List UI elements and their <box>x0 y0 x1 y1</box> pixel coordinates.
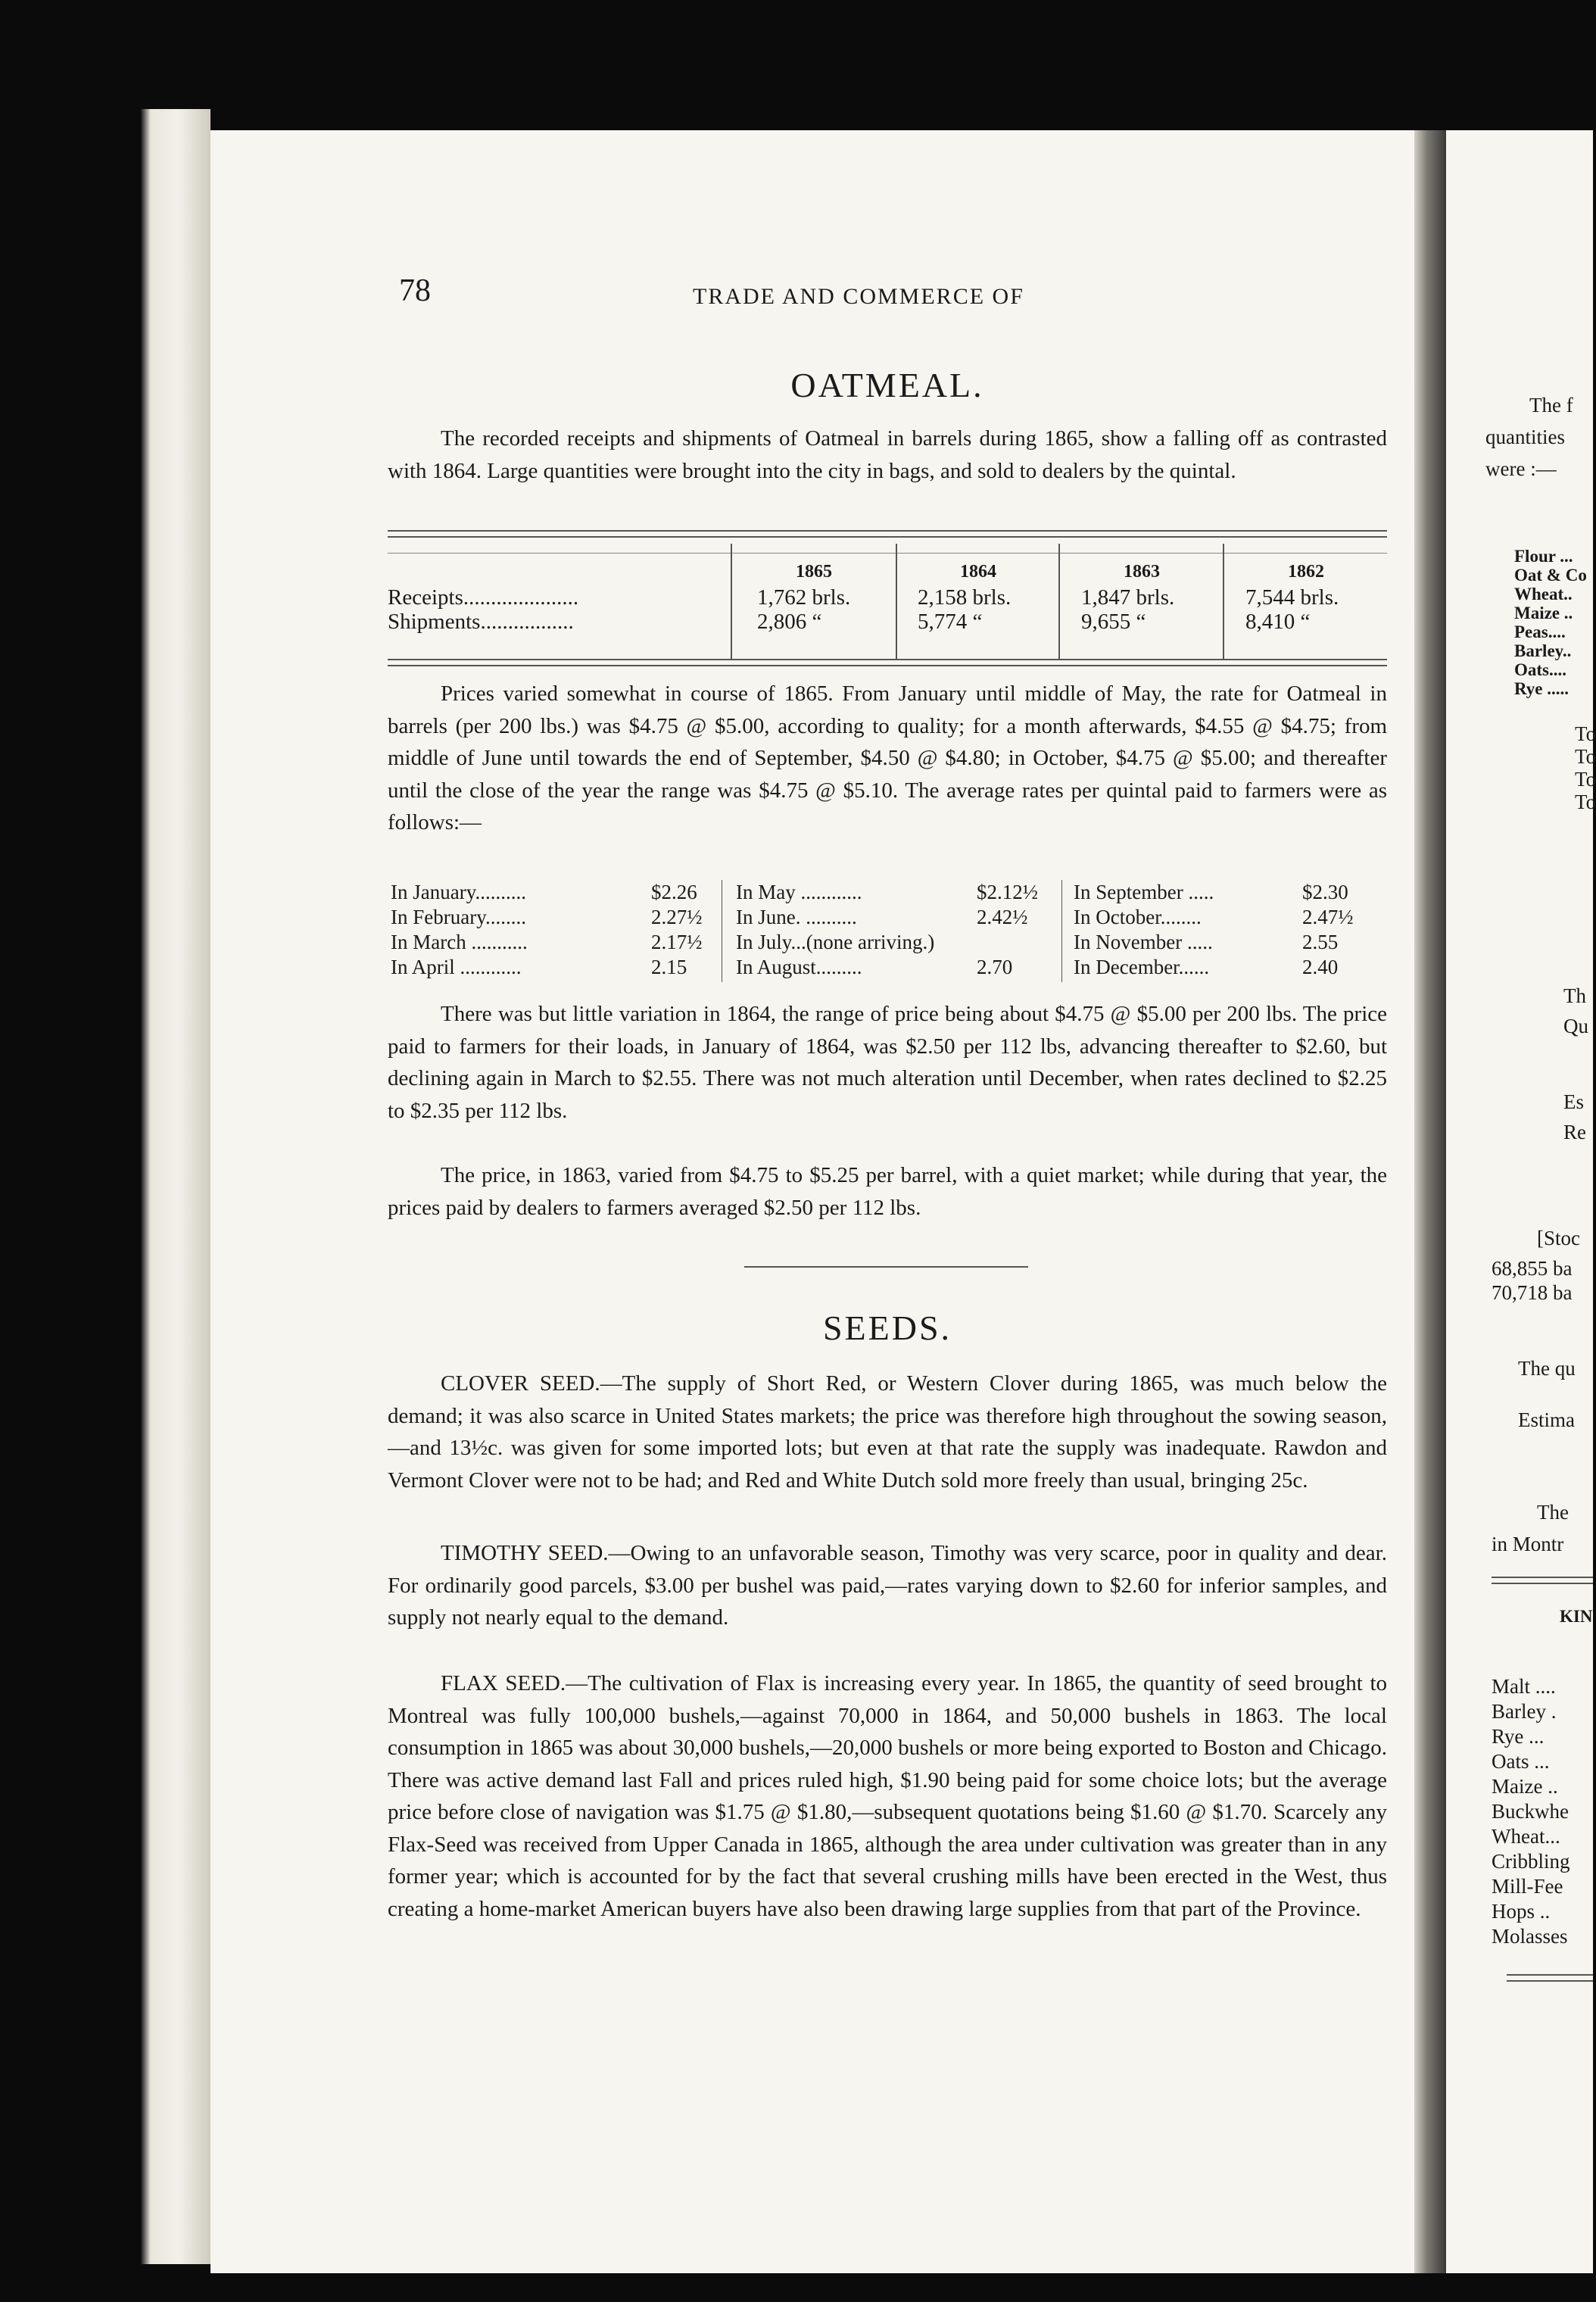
table-cell: 5,774 “ <box>918 610 983 634</box>
month-price: $2.26 <box>651 881 697 903</box>
month-label: In January.......... <box>391 881 526 903</box>
facing-list-item: Hops .. <box>1492 1900 1551 1923</box>
facing-text: Estima <box>1518 1408 1575 1431</box>
facing-text: The qu <box>1518 1357 1576 1380</box>
book-spine <box>141 109 210 2264</box>
facing-text: 70,718 ba <box>1492 1281 1573 1304</box>
facing-text: in Montr <box>1492 1533 1564 1555</box>
running-title: TRADE AND COMMERCE OF <box>693 284 1024 309</box>
facing-text: [Stoc <box>1537 1227 1580 1249</box>
facing-text: Re <box>1563 1121 1586 1143</box>
month-label: In February........ <box>391 906 526 928</box>
table-cell: 7,544 brls. <box>1245 585 1339 610</box>
table-cell: 1,847 brls. <box>1081 585 1175 610</box>
facing-list-item: Mill-Fee <box>1492 1875 1563 1898</box>
month-label: In June. .......... <box>736 906 857 928</box>
month-label: In August......... <box>736 956 862 978</box>
facing-text: To <box>1575 745 1596 768</box>
facing-list-item: Wheat.. <box>1514 585 1573 604</box>
month-price: 2.42½ <box>977 906 1028 928</box>
oatmeal-1863-paragraph <box>388 1159 1387 1224</box>
flax-seed-text: FLAX SEED.—The cultivation of Flax is increasing every year. In 1865, the quantity of seed brought to Montreal was fully 100,000 bushels,—against 70,000 in 1864, and 50,000 bushels in 1863. The local consumption in 1865 was about 30,000 bushels,—20,000 bushels or more being exported to Boston and Chicago. There was active demand last Fall and prices ruled high, $1.90 being paid for some choice lots; but the average price before close of navigation was $1.75 @ $1.80,—subsequent quotations being $1.60 @ $1.70. Scarcely any Flax-Seed was received from Upper Canada in 1865, although the area under cultivation was greater than in any former year; which is accounted for by the fact that several crushing mills have been erected in the West, thus creating a home-market American buyers have also been drawing large supplies from that part of the Province. <box>388 1671 1387 1921</box>
month-label: In September ..... <box>1074 881 1214 903</box>
facing-list-item: Maize .. <box>1514 604 1573 622</box>
timothy-seed-text: TIMOTHY SEED.—Owing to an unfavorable season, Timothy was very scarce, poor in quality and dear. For ordinarily good parcels, $3.00 per bushel was paid,—rates varying down to $2.60 for inferior samples, and supply not nearly equal to the demand. <box>388 1541 1387 1630</box>
oatmeal-1863-text: The price, in 1863, varied from $4.75 to $5.25 per barrel, with a quiet market; while during that year, the prices paid by dealers to farmers averaged $2.50 per 112 lbs. <box>388 1163 1387 1220</box>
facing-page <box>1446 130 1596 2273</box>
facing-list-item: Oats ... <box>1492 1750 1550 1773</box>
oatmeal-intro <box>388 423 1387 487</box>
month-price: 2.40 <box>1302 956 1339 978</box>
month-price: 2.70 <box>977 956 1013 978</box>
page-gutter <box>1414 130 1446 2273</box>
facing-list-item: Rye ..... <box>1514 679 1570 698</box>
month-label: In October........ <box>1074 906 1202 928</box>
oatmeal-prices-text: Prices varied somewhat in course of 1865. From January until middle of May, the rate for Oatmeal in barrels (per 200 lbs.) was $4.75 @ $5.00, according to quality; for a month afterwards, $4.55 @ $4.75; from middle of June until towards the end of September, $4.50 @ $4.80; in October, $4.75 @ $5.00; and thereafter until the close of the year the range was $4.75 @ $5.10. The average rates per quintal paid to farmers were as follows:— <box>388 682 1387 834</box>
table-cell: 9,655 “ <box>1081 610 1146 634</box>
month-price: 2.55 <box>1302 931 1339 953</box>
clover-seed-text: CLOVER SEED.—The supply of Short Red, or Western Clover during 1865, was much below the demand; it was also scarce in United States markets; the price was therefore high throughout the sowing season,—and 13½c. was given for some imported lots; but even at that rate the supply was inadequate. Rawdon and Vermont Clover were not to be had; and Red and White Dutch sold more freely than usual, bringing 25c. <box>388 1371 1387 1493</box>
oatmeal-intro-text: The recorded receipts and shipments of Oatmeal in barrels during 1865, show a falling off as contrasted with 1864. Large quantities were brought into the city in bags, and sold to dealers by the quintal. <box>388 426 1387 483</box>
facing-list-item: Buckwhe <box>1492 1800 1569 1823</box>
facing-list-item: Barley.. <box>1514 641 1572 660</box>
flax-seed-paragraph <box>388 1667 1387 1925</box>
column-header: 1863 <box>1124 562 1160 582</box>
facing-text: To <box>1575 722 1596 745</box>
month-price: 2.47½ <box>1302 906 1354 928</box>
month-label: In March ........... <box>391 931 528 953</box>
column-header: 1865 <box>796 562 832 582</box>
facing-list-item: Barley . <box>1492 1700 1557 1723</box>
facing-text: To <box>1575 768 1596 791</box>
table-cell: 8,410 “ <box>1245 610 1311 634</box>
clover-seed-paragraph <box>388 1368 1387 1496</box>
column-header: 1862 <box>1288 562 1324 582</box>
facing-text: To <box>1575 791 1596 813</box>
facing-list-item: Molasses <box>1492 1925 1568 1948</box>
facing-text: Es <box>1563 1090 1584 1113</box>
month-price: 2.15 <box>651 956 687 978</box>
facing-list-item: Maize .. <box>1492 1775 1558 1798</box>
facing-text: 68,855 ba <box>1492 1257 1573 1280</box>
facing-list-item: Flour ... <box>1514 547 1573 566</box>
section-heading-oatmeal: OATMEAL. <box>790 366 984 404</box>
oatmeal-1864-paragraph <box>388 998 1387 1127</box>
table-cell: 2,158 brls. <box>918 585 1012 610</box>
timothy-seed-paragraph <box>388 1537 1387 1634</box>
month-price: $2.12½ <box>977 881 1038 903</box>
month-label: In July...(none arriving.) <box>736 931 935 953</box>
month-label: In April ............ <box>391 956 522 978</box>
facing-text: were :— <box>1485 457 1557 480</box>
month-price: 2.17½ <box>651 931 703 953</box>
facing-text: Qu <box>1563 1015 1588 1037</box>
month-price: $2.30 <box>1302 881 1348 903</box>
facing-list-item: Oats.... <box>1514 660 1566 679</box>
page-number: 78 <box>399 273 431 308</box>
facing-list-item: Cribbling <box>1492 1850 1570 1873</box>
facing-list-item: Oat & Co <box>1514 566 1587 585</box>
month-price: 2.27½ <box>651 906 703 928</box>
facing-text: The <box>1537 1501 1569 1524</box>
row-label-receipts: Receipts..................... <box>388 585 579 610</box>
month-label: In November ..... <box>1074 931 1213 953</box>
month-label: In May ............ <box>736 881 862 903</box>
column-header: 1864 <box>960 562 996 582</box>
facing-list-item: Malt .... <box>1492 1675 1556 1698</box>
facing-list-item: Peas.... <box>1514 622 1566 641</box>
section-heading-seeds: SEEDS. <box>822 1309 952 1347</box>
row-label-shipments: Shipments................. <box>388 610 574 634</box>
facing-text: The f <box>1529 394 1573 416</box>
section-divider <box>744 1266 1028 1268</box>
month-label: In December...... <box>1074 956 1210 978</box>
oatmeal-prices-paragraph <box>388 678 1387 839</box>
facing-list-item: Rye ... <box>1492 1725 1545 1748</box>
facing-text: KIN <box>1560 1607 1593 1626</box>
facing-text: Th <box>1563 984 1586 1007</box>
facing-list-item: Wheat... <box>1492 1825 1560 1848</box>
table-cell: 1,762 brls. <box>757 585 851 610</box>
table-cell: 2,806 “ <box>757 610 822 634</box>
oatmeal-1864-text: There was but little variation in 1864, the range of price being about $4.75 @ $5.00 per 200 lbs. The price paid to farmers for their loads, in January of 1864, was $2.50 per 112 lbs, advancing thereafter to $2.60, but declining again in March to $2.55. There was not much alteration until December, when rates declined to $2.25 to $2.35 per 112 lbs. <box>388 1002 1387 1123</box>
facing-text: quantities <box>1485 426 1565 448</box>
